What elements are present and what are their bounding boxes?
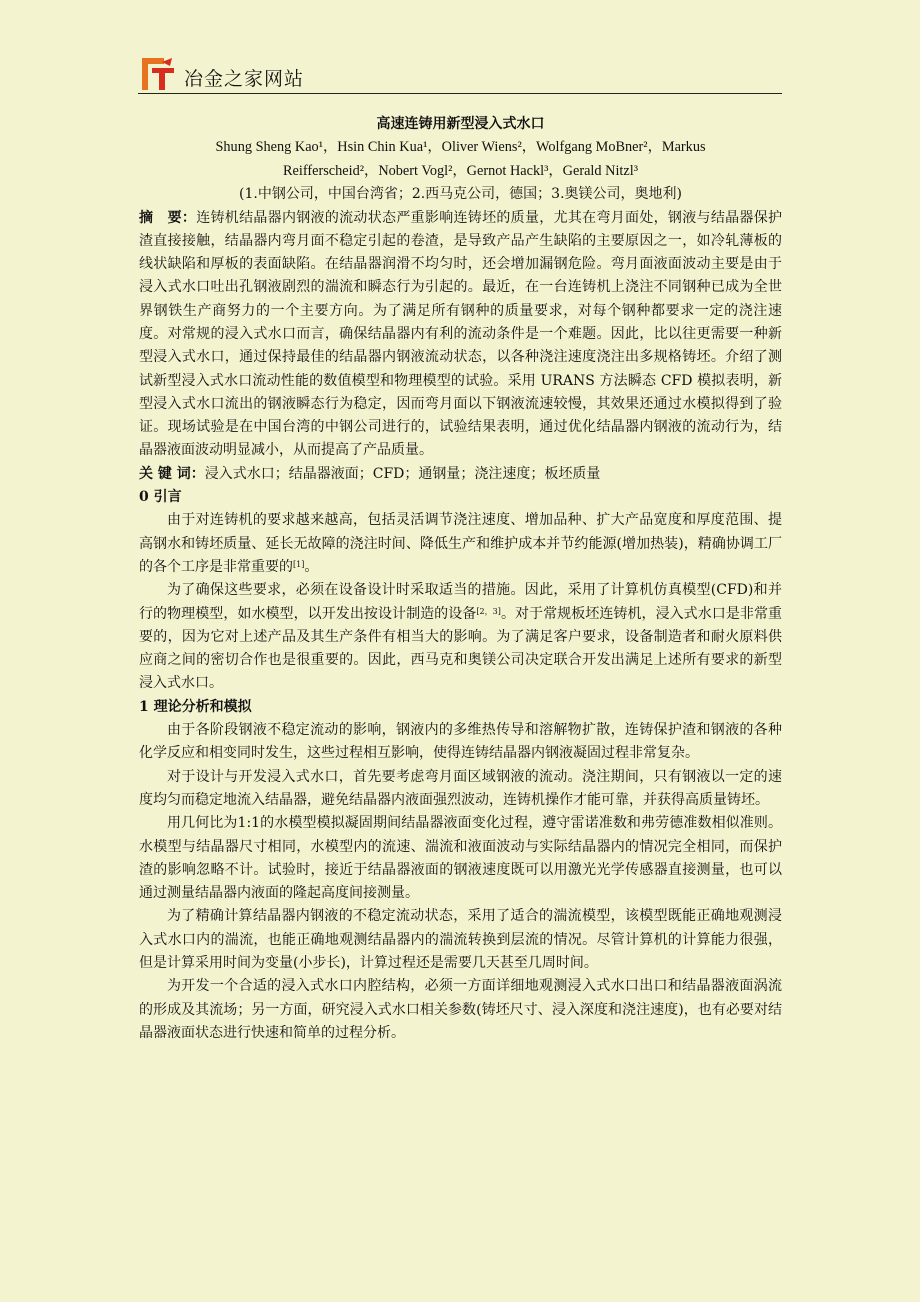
section-0-heading: 0 引言 bbox=[139, 489, 182, 506]
section-1-paragraph-4: 为了精确计算结晶器内钢液的不稳定流动状态，采用了适合的湍流模型，该模型既能正确地观测浸入式水口内的湍流，也能正确地观测结晶器内的湍流转换到层流的情况。尽管计算机的计算能力很强，但是计算采用时间为变量(小步长)，计算过程还是需要几天甚至几周时间。 bbox=[139, 908, 782, 971]
section-1-paragraph-1: 由于各阶段钢液不稳定流动的影响，钢液内的多维热传导和溶解物扩散，连铸保护渣和钢液的各种化学反应和相变同时发生，这些过程相互影响，使得连铸结晶器内钢液凝固过程非常复杂。 bbox=[139, 722, 782, 762]
affiliations: (1.中钢公司，中国台湾省；2.西马克公司，德国；3.奥镁公司，奥地利) bbox=[239, 186, 682, 202]
site-name: 冶金之家网站 bbox=[184, 68, 305, 90]
abstract-label: 摘 要： bbox=[139, 209, 197, 226]
page-header bbox=[138, 56, 782, 96]
site-logo-icon bbox=[138, 56, 176, 92]
abstract bbox=[139, 207, 782, 463]
section-1-heading: 1 理论分析和模拟 bbox=[139, 698, 252, 715]
citation: [1] bbox=[293, 559, 305, 569]
citation: [2，3] bbox=[476, 606, 501, 616]
section-1-paragraph-5: 为开发一个合适的浸入式水口内腔结构，必须一方面详细地观测浸入式水口出口和结晶器液面涡流的形成及其流场；另一方面，研究浸入式水口相关参数(铸坯尺寸、浸入深度和浇注速度)，也有必要对结晶器液面状态进行快速和简单的过程分析。 bbox=[139, 978, 782, 1041]
keywords-text: 浸入式水口；结晶器液面；CFD；通钢量；浇注速度；板坯质量 bbox=[204, 465, 601, 482]
header-rule bbox=[138, 93, 782, 94]
authors-line-1: Shung Sheng Kao¹，Hsin Chin Kua¹，Oliver Wiens²，Wolfgang MoBner²，Markus bbox=[215, 139, 706, 155]
keywords bbox=[139, 463, 782, 486]
section-0-paragraph-1: 由于对连铸机的要求越来越高，包括灵活调节浇注速度、增加品种、扩大产品宽度和厚度范围、提高钢水和铸坯质量、延长无故障的浇注时间、降低生产和维护成本并节约能源(增加热装)，精确协调工厂的各个工序是非常重要的[1]。 bbox=[139, 512, 782, 575]
keywords-label: 关 键 词： bbox=[139, 465, 205, 482]
section-0-paragraph-2: 为了确保这些要求，必须在设备设计时采取适当的措施。因此，采用了计算机仿真模型(CFD)和并行的物理模型，如水模型，以开发出按设计制造的设备[2，3]。对于常规板坯连铸机，浸入式水口是非常重要的，因为它对上述产品及其生产条件有相当大的影响。为了满足客户要求，设备制造者和耐火原料供应商之间的密切合作也是很重要的。因此，西马克和奥镁公司决定联合开发出满足上述所有要求的新型浸入式水口。 bbox=[139, 582, 783, 692]
abstract-text: 连铸机结晶器内钢液的流动状态严重影响连铸坯的质量，尤其在弯月面处，钢液与结晶器保护渣直接接触，结晶器内弯月面不稳定引起的卷渣，是导致产品产生缺陷的主要原因之一，如冷轧薄板的线状缺陷和厚板的表面缺陷。在结晶器润滑不均匀时，还会增加漏钢危险。弯月面液面波动主要是由于浸入式水口吐出孔钢液剧烈的湍流和瞬态行为引起的。最近，在一台连铸机上浇注不同钢种已成为全世界钢铁生产商努力的一个主要方向。为了满足所有钢种的质量要求，对每个钢种都要求一定的浇注速度。对常规的浸入式水口而言，确保结晶器内有利的流动条件是一个难题。因此，比以往更需要一种新型浸入式水口，通过保持最佳的结晶器内钢液流动状态，以各种浇注速度浇注出多规格铸坯。介绍了测试新型浸入式水口流动性能的数值模型和物理模型的试验。采用 URANS 方法瞬态 CFD 模拟表明，新型浸入式水口流出的钢液瞬态行为稳定，因而弯月面以下钢液流速较慢，其效果还通过水模拟得到了验证。现场试验是在中国台湾的中钢公司进行的，试验结果表明，通过优化结晶器内钢液的流动行为，结晶器液面波动明显减小，从而提高了产品质量。 bbox=[139, 209, 783, 459]
authors-line-2: Reifferscheid²，Nobert Vogl²，Gernot Hackl³，Gerald Nitzl³ bbox=[282, 162, 639, 179]
section-1-paragraph-3: 用几何比为1:1的水模型模拟凝固期间结晶器液面变化过程，遵守雷诺准数和弗劳德准数相似准则。水模型与结晶器尺寸相同，水模型内的流速、湍流和液面波动与实际结晶器内的情况完全相同，而保护渣的影响忽略不计。试验时，接近于结晶器液面的钢液速度既可以用激光光学传感器直接测量，也可以通过测量结晶器内液面的隆起高度间接测量。 bbox=[139, 815, 782, 902]
paper-body bbox=[139, 112, 782, 1045]
section-1-paragraph-2: 对于设计与开发浸入式水口，首先要考虑弯月面区域钢液的流动。浇注期间，只有钢液以一定的速度均匀而稳定地流入结晶器，避免结晶器内液面强烈波动，连铸机操作才能可靠，并获得高质量铸坯。 bbox=[139, 768, 782, 808]
paper-title: 高速连铸用新型浸入式水口 bbox=[376, 116, 545, 132]
